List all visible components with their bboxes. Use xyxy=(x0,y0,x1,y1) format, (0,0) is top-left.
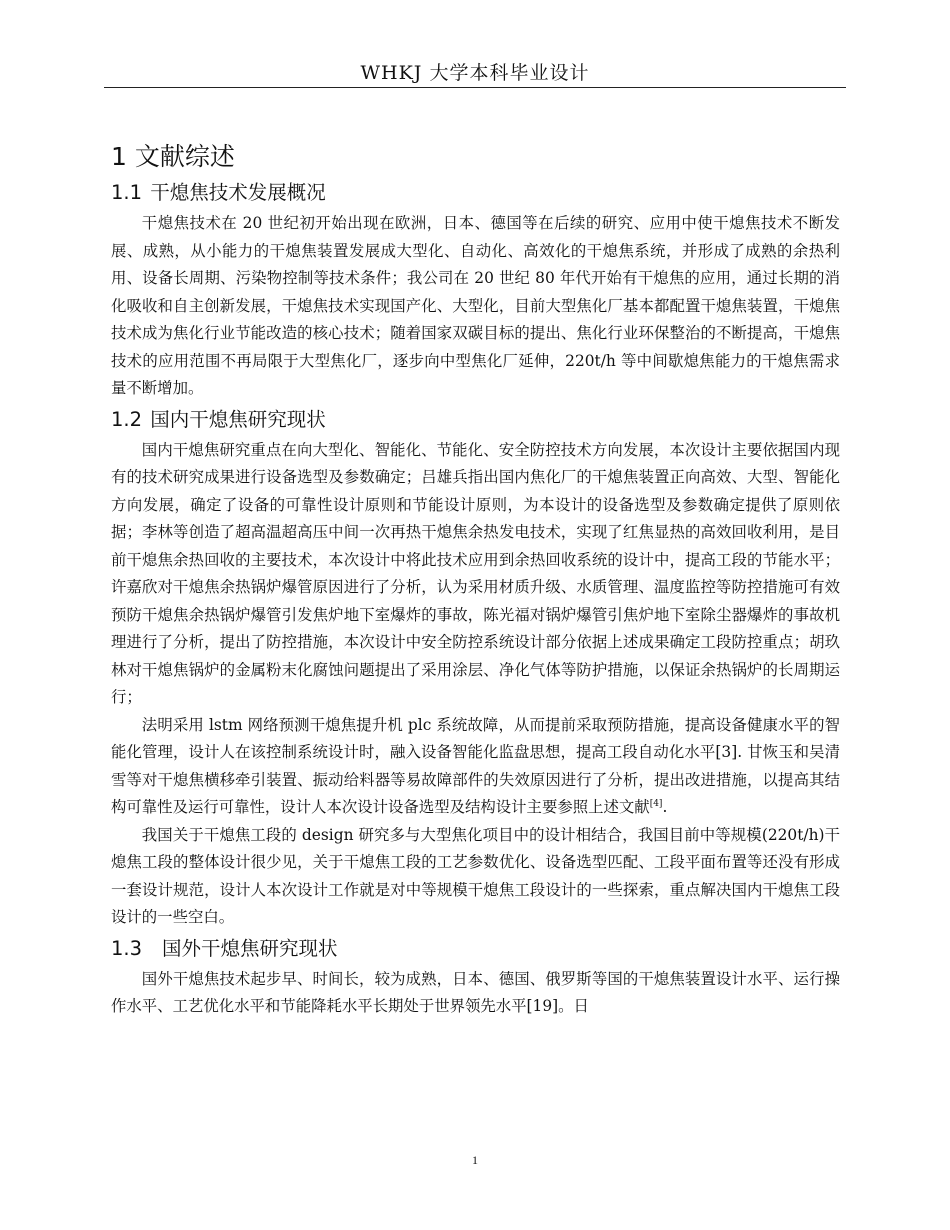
section-title: 国外干熄焦研究现状 xyxy=(162,936,338,960)
section-number: 1.1 xyxy=(111,181,143,204)
section-heading-1-1 xyxy=(111,176,840,210)
page-number: 1 xyxy=(472,1153,478,1167)
paragraph xyxy=(111,712,840,822)
page-header: WHKJ 大学本科毕业设计 xyxy=(360,62,590,84)
citation: [4] xyxy=(649,798,663,809)
paragraph: 我国关于干熄焦工段的 design 研究多与大型焦化项目中的设计相结合，我国目前中等规模(220t/h)干熄焦工段的整体设计很少见，关于干熄焦工段的工艺参数优化、设备选型匹配、工段平面布置等还没有形成一套设计规范，设计人本次设计工作就是对中等规模干熄焦工段设计的一些探索，重点解决国内干熄焦工段设计的一些空白。 xyxy=(111,825,840,926)
document-body xyxy=(111,138,840,1021)
section-heading-1-3 xyxy=(111,932,840,966)
section-title: 国内干熄焦研究现状 xyxy=(150,407,326,431)
paragraph: 国外干熄焦技术起步早、时间长，较为成熟，日本、德国、俄罗斯等国的干熄焦装置设计水平、运行操作水平、工艺优化水平和节能降耗水平长期处于世界领先水平[19]。日 xyxy=(111,969,840,1015)
paragraph: 国内干熄焦研究重点在向大型化、智能化、节能化、安全防控技术方向发展，本次设计主要依据国内现有的技术研究成果进行设备选型及参数确定；吕雄兵指出国内焦化厂的干熄焦装置正向高效、大型、智能化方向发展，确定了设备的可靠性设计原则和节能设计原则，为本设计的设备选型及参数确定提供了原则依据；李林等创造了超高温超高压中间一次再热干熄焦余热发电技术，实现了红焦显热的高效回收利用，是目前干熄焦余热回收的主要技术，本次设计中将此技术应用到余热回收系统的设计中，提高工段的节能水平；许嘉欣对干熄焦余热锅炉爆管原因进行了分析，认为采用材质升级、水质管理、温度监控等防控措施可有效预防干熄焦余热锅炉爆管引发焦炉地下室爆炸的事故，陈光福对锅炉爆管引焦炉地下室除尘器爆炸的事故机理进行了分析，提出了防控措施，本次设计中安全防控系统设计部分依据上述成果确定工段防控重点；胡玖林对干熄焦锅炉的金属粉末化腐蚀问题提出了采用涂层、净化气体等防护措施，以保证余热锅炉的长周期运行； xyxy=(111,440,840,706)
paragraph-tail: . xyxy=(662,798,668,816)
header-divider xyxy=(104,87,846,88)
paragraph-text: 法明采用 lstm 网络预测干熄焦提升机 plc 系统故障，从而提前采取预防措施，提高设备健康水平的智能化管理，设计人在该控制系统设计时，融入设备智能化监盘思想，提高工段自动化水平[3]. 甘恢玉和吴清雪等对干熄焦横移牵引装置、振动给料器等易故障部件的失效原因进行了分析，提出改进措施，以提高其结构可靠性及运行可靠性，设计人本次设计设备选型及结构设计主要参照上述文献 xyxy=(111,715,840,816)
section-number: 1.3 xyxy=(111,936,143,960)
section-title: 干熄焦技术发展概况 xyxy=(150,181,326,204)
section-heading-1-2 xyxy=(111,403,840,437)
section-number: 1.2 xyxy=(111,407,143,431)
chapter-title: 1 文献综述 xyxy=(111,142,235,171)
paragraph: 干熄焦技术在 20 世纪初开始出现在欧洲，日本、德国等在后续的研究、应用中使干熄焦技术不断发展、成熟，从小能力的干熄焦装置发展成大型化、自动化、高效化的干熄焦系统，并形成了成熟的余热利用、设备长周期、污染物控制等技术条件；我公司在 20 世纪 80 年代开始有干熄焦的应用，通过长期的消化吸收和自主创新发展，干熄焦技术实现国产化、大型化，目前大型焦化厂基本都配置干熄焦装置，干熄焦技术成为焦化行业节能改造的核心技术；随着国家双碳目标的提出、焦化行业环保整治的不断提高，干熄焦技术的应用范围不再局限于大型焦化厂，逐步向中型焦化厂延伸，220t/h 等中间歇熄焦能力的干熄焦需求量不断增加。 xyxy=(111,214,840,397)
